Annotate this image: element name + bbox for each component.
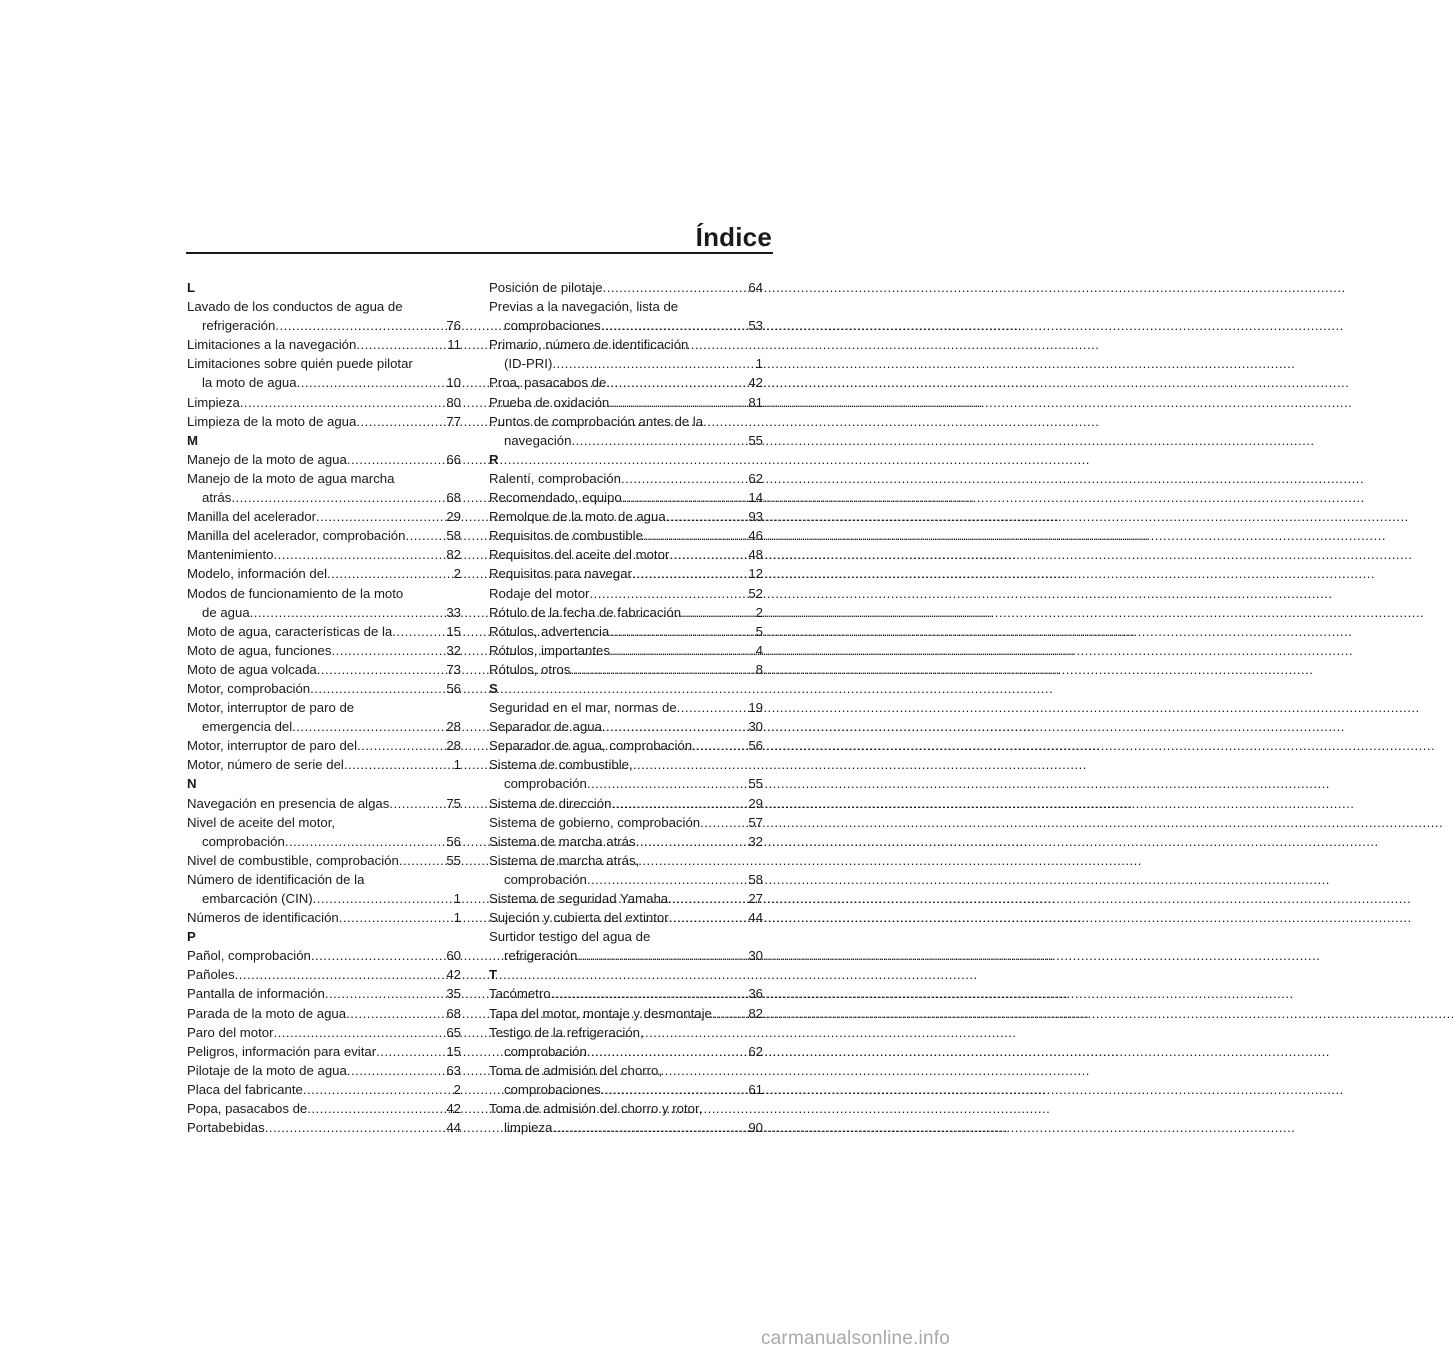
index-entry-page: 82 — [748, 1005, 763, 1021]
index-entry-text: Sistema de marcha atrás — [489, 833, 636, 849]
index-entry-page: 28 — [446, 738, 461, 754]
index-entry — [187, 564, 461, 583]
index-entry — [187, 755, 461, 774]
index-entry-page: 68 — [446, 490, 461, 506]
index-entry-page: 27 — [748, 891, 763, 906]
index-entry-text: Número de identificación de la — [187, 871, 365, 887]
index-entry — [187, 679, 461, 698]
index-entry — [489, 1061, 763, 1099]
index-entry — [187, 1099, 461, 1118]
index-entry-text: Moto de agua, funciones — [187, 642, 332, 658]
dot-leader — [643, 526, 747, 545]
index-entry-page: 64 — [748, 280, 763, 295]
index-entry-text: Requisitos del aceite del motor — [489, 547, 670, 563]
index-entry — [489, 1004, 763, 1023]
dot-leader — [609, 622, 754, 641]
index-section-letter: P — [187, 929, 196, 945]
index-entry — [187, 297, 461, 335]
index-entry-page: 35 — [446, 986, 461, 1002]
index-section-letter: T — [489, 967, 498, 983]
index-entry-text: Manejo de la moto de agua — [187, 451, 347, 467]
dot-leader — [587, 1042, 747, 1061]
index-entry-text: Puntos de comprobación antes de la — [489, 413, 704, 429]
index-entry-text: Popa, pasacabos de — [187, 1101, 308, 1117]
index-entry-text: Navegación en presencia de algas — [187, 795, 390, 811]
dot-leader — [621, 469, 747, 488]
index-entry-text: Sistema de combustible, — [489, 757, 633, 773]
index-entry — [489, 278, 763, 297]
index-entry-text: Peligros, información para evitar — [187, 1043, 377, 1059]
index-entry-page: 60 — [446, 948, 461, 964]
index-entry-page: 29 — [748, 795, 763, 811]
index-entry — [187, 813, 461, 851]
dot-leader — [285, 832, 445, 851]
dot-leader — [310, 679, 445, 698]
dot-leader — [571, 431, 747, 450]
index-entry — [187, 1023, 461, 1042]
index-entry-page: 56 — [446, 680, 461, 696]
index-entry-text: Modelo, información del — [187, 566, 328, 582]
index-entry-text: atrás — [202, 490, 232, 506]
index-entry-text: Nivel de combustible, comprobación — [187, 852, 399, 868]
index-entry-text: comprobación — [202, 833, 285, 849]
index-entry-page: 1 — [453, 757, 461, 773]
index-entry-page: 55 — [748, 776, 763, 792]
index-entry — [489, 584, 763, 603]
index-entry-text: Pantalla de información — [187, 986, 325, 1002]
dot-leader — [666, 507, 748, 526]
index-entry-page: 57 — [748, 814, 763, 830]
index-entry-text: Limpieza de la moto de agua — [187, 413, 357, 429]
index-entry-text: refrigeración — [504, 948, 578, 964]
index-entry — [187, 622, 461, 641]
index-entry — [187, 965, 461, 984]
index-section-letter: S — [489, 680, 498, 696]
dot-leader — [603, 278, 748, 297]
index-entry-text: Lavado de los conductos de agua de — [187, 299, 403, 315]
dot-leader — [311, 946, 445, 965]
index-entry-text: Modos de funcionamiento de la moto — [187, 585, 404, 601]
index-entry-text: Sistema de gobierno, comprobación — [489, 814, 701, 830]
dot-leader — [587, 870, 747, 889]
index-entry — [187, 641, 461, 660]
index-entry — [187, 870, 461, 908]
index-entry — [187, 1061, 461, 1080]
index-entry — [489, 641, 763, 660]
index-entry — [187, 393, 461, 412]
index-entry-page: 42 — [446, 1101, 461, 1117]
dot-leader — [632, 564, 747, 583]
dot-leader — [622, 488, 748, 507]
index-entry-text: refrigeración — [202, 318, 276, 334]
index-entry — [187, 1004, 461, 1023]
index-entry-text: Limpieza — [187, 394, 240, 410]
dot-leader — [331, 641, 445, 660]
dot-leader — [317, 660, 446, 679]
index-column-right — [489, 278, 763, 1137]
index-entry-page: 4 — [755, 642, 763, 658]
index-entry-text: Placa del fabricante — [187, 1081, 303, 1097]
index-entry — [489, 832, 763, 851]
index-entry — [187, 584, 461, 622]
index-entry-page: 46 — [748, 528, 763, 544]
index-entry-page: 10 — [446, 375, 461, 391]
index-entry-text: Manilla del acelerador — [187, 509, 317, 525]
index-entry-text: Mantenimiento — [187, 547, 274, 563]
dot-leader — [316, 507, 445, 526]
index-entry-text: Rótulos, otros — [489, 661, 571, 677]
index-entry-text: Previas a la navegación, lista de — [489, 299, 679, 315]
index-entry-page: 32 — [748, 833, 763, 849]
index-entry-page: 14 — [748, 490, 763, 506]
index-entry-page: 30 — [748, 948, 763, 964]
index-entry-text: Seguridad en el mar, normas de — [489, 700, 677, 716]
index-entry — [489, 717, 763, 736]
index-entry-page: 29 — [446, 509, 461, 525]
index-entry-page: 2 — [755, 604, 763, 620]
index-entry-text: Rótulo de la fecha de fabricación — [489, 604, 682, 620]
index-entry-page: 44 — [446, 1120, 461, 1136]
index-entry-text: Motor, número de serie del — [187, 757, 344, 773]
index-entry-text: Manejo de la moto de agua marcha — [187, 470, 395, 486]
index-entry-text: Prueba de oxidación — [489, 394, 610, 410]
index-entry-text: Manilla del acelerador, comprobación — [187, 528, 406, 544]
index-entry — [187, 545, 461, 564]
dot-leader — [235, 965, 446, 984]
index-entry-text: comprobación — [504, 871, 587, 887]
index-entry-page: 28 — [446, 719, 461, 735]
index-entry-text: comprobaciones — [504, 318, 601, 334]
index-entry-page: 55 — [748, 432, 763, 448]
dot-leader — [376, 1042, 445, 1061]
index-entry — [187, 984, 461, 1003]
index-entry-page: 81 — [748, 394, 763, 410]
dot-leader — [344, 755, 453, 774]
index-entry-text: Toma de admisión del chorro y rotor, — [489, 1101, 703, 1117]
index-section-letter: M — [187, 432, 198, 448]
index-entry — [489, 755, 763, 793]
index-entry-page: 93 — [748, 509, 763, 525]
index-entry — [187, 908, 461, 927]
dot-leader — [601, 1080, 748, 1099]
index-entry-page: 12 — [748, 566, 763, 582]
index-entry — [489, 526, 763, 545]
index-entry-text: Sistema de dirección — [489, 795, 612, 811]
index-entry-page: 42 — [748, 375, 763, 391]
index-entry — [489, 545, 763, 564]
index-entry — [489, 564, 763, 583]
index-entry-text: Posición de pilotaje — [489, 280, 603, 295]
dot-leader — [669, 908, 748, 927]
index-entry-page: 73 — [446, 661, 461, 677]
index-entry-page: 77 — [446, 413, 461, 429]
dot-leader — [313, 889, 453, 908]
index-entry — [187, 450, 461, 469]
index-entry-text: Nivel de aceite del motor, — [187, 814, 336, 830]
index-entry-page: 90 — [748, 1120, 763, 1136]
dot-leader — [240, 393, 446, 412]
index-entry — [489, 373, 763, 392]
index-entry-page: 58 — [748, 871, 763, 887]
index-entry — [187, 335, 461, 354]
index-entry — [187, 946, 461, 965]
index-column-left — [187, 278, 461, 1137]
index-entry-text: la moto de agua — [202, 375, 297, 391]
index-entry-page: 30 — [748, 719, 763, 735]
index-entry-page: 68 — [446, 1005, 461, 1021]
index-entry — [489, 908, 763, 927]
dot-leader — [636, 832, 748, 851]
index-entry-page: 80 — [446, 394, 461, 410]
dot-leader — [552, 1118, 747, 1137]
index-entry-page: 1 — [453, 891, 461, 906]
index-entry-page: 15 — [446, 1043, 461, 1059]
index-entry — [489, 622, 763, 641]
index-entry-text: limpieza — [504, 1120, 553, 1136]
index-entry-page: 36 — [748, 986, 763, 1002]
index-entry-page: 56 — [446, 833, 461, 849]
dot-leader — [389, 794, 445, 813]
index-entry — [489, 335, 763, 373]
index-entry — [489, 603, 763, 622]
dot-leader — [552, 354, 754, 373]
dot-leader — [265, 1118, 446, 1137]
index-entry-page: 2 — [453, 1081, 461, 1097]
index-entry — [489, 851, 763, 889]
index-entry-text: embarcación (CIN) — [202, 891, 313, 906]
footer-watermark-url: carmanualsonline.info — [760, 1328, 950, 1349]
dot-leader — [570, 660, 754, 679]
index-entry-text: de agua — [202, 604, 250, 620]
index-entry-text: Testigo de la refrigeración, — [489, 1024, 644, 1040]
index-entry-page: 62 — [748, 1043, 763, 1059]
dot-leader — [577, 946, 747, 965]
index-entry — [187, 660, 461, 679]
dot-leader — [551, 984, 748, 1003]
dot-leader — [681, 603, 755, 622]
index-entry-text: (ID-PRI) — [504, 356, 553, 372]
index-entry-text: Motor, interruptor de paro del — [187, 738, 358, 754]
index-section-letter: N — [187, 776, 197, 792]
index-entry-page: 53 — [748, 318, 763, 334]
index-entry-text: Paro del motor — [187, 1024, 274, 1040]
index-entry-page: 15 — [446, 623, 461, 639]
index-entry — [187, 469, 461, 507]
index-entry — [489, 698, 763, 717]
index-entry-text: Requisitos de combustible — [489, 528, 643, 544]
index-entry-text: Rótulos, advertencia — [489, 623, 610, 639]
dot-leader — [692, 736, 747, 755]
index-entry — [489, 412, 763, 450]
index-entry — [187, 794, 461, 813]
dot-leader — [339, 908, 453, 927]
index-section-letter: R — [489, 451, 499, 467]
index-entry-text: Rodaje del motor — [489, 585, 590, 601]
dot-leader — [356, 412, 445, 431]
index-entry — [489, 736, 763, 755]
dot-leader — [357, 736, 445, 755]
index-entry-page: 5 — [755, 623, 763, 639]
index-entry-text: Limitaciones a la navegación — [187, 337, 357, 353]
index-entry-page: 33 — [446, 604, 461, 620]
index-entry-text: Proa, pasacabos de — [489, 375, 607, 391]
index-entry-text: Sistema de marcha atrás, — [489, 852, 640, 868]
dot-leader — [700, 813, 747, 832]
index-entry-text: emergencia del — [202, 719, 293, 735]
index-entry — [489, 507, 763, 526]
index-entry — [489, 927, 763, 965]
index-entry-text: Motor, comprobación — [187, 680, 311, 696]
index-entry-page: 63 — [446, 1062, 461, 1078]
dot-leader — [274, 545, 446, 564]
index-entry-page: 65 — [446, 1024, 461, 1040]
index-entry-text: Rótulos, importantes — [489, 642, 610, 658]
index-entry-text: Ralentí, comprobación — [489, 470, 621, 486]
index-entry-page: 52 — [748, 585, 763, 601]
dot-leader — [231, 488, 445, 507]
dot-leader — [405, 526, 445, 545]
index-entry-text: Motor, interruptor de paro de — [187, 700, 355, 716]
dot-leader — [587, 774, 747, 793]
index-entry-page: 66 — [446, 451, 461, 467]
index-entry-page: 58 — [446, 528, 461, 544]
index-entry-text: Portabebidas — [187, 1120, 265, 1136]
index-entry — [489, 794, 763, 813]
index-entry — [489, 1099, 763, 1137]
index-entry-text: Separador de agua — [489, 719, 602, 735]
index-entry-text: comprobación — [504, 1043, 587, 1059]
index-entry-text: Remolque de la moto de agua — [489, 509, 666, 525]
index-entry-page: 19 — [748, 700, 763, 716]
index-entry-text: comprobaciones — [504, 1081, 601, 1097]
dot-leader — [307, 1099, 445, 1118]
index-entry-text: Pañoles — [187, 967, 235, 983]
index-entry-text: Requisitos para navegar — [489, 566, 632, 582]
dot-leader — [609, 393, 747, 412]
page-title: Índice — [695, 222, 772, 252]
index-entry — [187, 526, 461, 545]
index-entry-text: Sistema de seguridad Yamaha — [489, 891, 669, 906]
index-entry-text: Moto de agua volcada — [187, 661, 317, 677]
dot-leader — [292, 717, 445, 736]
index-entry-text: comprobación — [504, 776, 587, 792]
index-entry-page: 8 — [755, 661, 763, 677]
dot-leader — [602, 717, 747, 736]
index-entry-text: Tacómetro — [489, 986, 551, 1002]
index-entry-text: Separador de agua, comprobación — [489, 738, 693, 754]
dot-leader — [392, 622, 445, 641]
index-entry — [489, 813, 763, 832]
index-entry-text: Pilotaje de la moto de agua — [187, 1062, 347, 1078]
index-entry-text: Recomendado, equipo — [489, 490, 622, 506]
index-entry-text: navegación — [504, 432, 572, 448]
dot-leader — [356, 335, 446, 354]
index-entry — [489, 889, 763, 908]
title-rule — [186, 252, 773, 254]
dot-leader — [303, 1080, 453, 1099]
index-entry — [187, 736, 461, 755]
index-entry-page: 62 — [748, 470, 763, 486]
index-entry-page: 61 — [748, 1081, 763, 1097]
index-entry-page: 56 — [748, 738, 763, 754]
dot-leader — [611, 794, 747, 813]
index-entry-text: Sujeción y cubierta del extintor — [489, 910, 669, 926]
dot-leader — [610, 641, 755, 660]
index-entry-page: 44 — [748, 910, 763, 926]
index-entry-page: 82 — [446, 547, 461, 563]
index-entry — [187, 851, 461, 870]
index-entry — [187, 698, 461, 736]
index-entry — [489, 488, 763, 507]
index-entry-page: 1 — [755, 356, 763, 372]
index-entry-text: Números de identificación — [187, 910, 339, 926]
dot-leader — [274, 1023, 446, 1042]
dot-leader — [275, 316, 445, 335]
dot-leader — [712, 1004, 747, 1023]
dot-leader — [589, 584, 747, 603]
dot-leader — [327, 564, 453, 583]
index-entry — [489, 660, 763, 679]
dot-leader — [347, 1061, 446, 1080]
dot-leader — [250, 603, 446, 622]
dot-leader — [325, 984, 446, 1003]
index-entry — [489, 393, 763, 412]
index-entry-text: Toma de admisión del chorro, — [489, 1062, 662, 1078]
dot-leader — [297, 373, 446, 392]
index-entry-text: Parada de la moto de agua — [187, 1005, 347, 1021]
index-entry-text: Moto de agua, características de la — [187, 623, 393, 639]
index-entry — [187, 1118, 461, 1137]
index-entry — [187, 412, 461, 431]
dot-leader — [677, 698, 748, 717]
index-entry-page: 11 — [447, 337, 461, 353]
dot-leader — [346, 1004, 445, 1023]
index-entry — [489, 1023, 763, 1061]
dot-leader — [399, 851, 445, 870]
dot-leader — [606, 373, 747, 392]
index-entry — [187, 507, 461, 526]
index-entry — [187, 1080, 461, 1099]
index-entry — [489, 297, 763, 335]
index-entry-text: Pañol, comprobación — [187, 948, 311, 964]
index-entry-text: Primario, número de identificación — [489, 337, 689, 353]
index-entry — [489, 984, 763, 1003]
index-entry-text: Surtidor testigo del agua de — [489, 929, 651, 945]
index-entry — [489, 469, 763, 488]
dot-leader — [669, 545, 747, 564]
index-entry — [187, 1042, 461, 1061]
dot-leader — [601, 316, 748, 335]
index-entry-page: 42 — [446, 967, 461, 983]
dot-leader — [347, 450, 446, 469]
index-entry-page: 75 — [446, 795, 461, 811]
index-entry-page: 2 — [453, 566, 461, 582]
index-entry — [187, 354, 461, 392]
index-entry-page: 76 — [446, 318, 461, 334]
index-entry-page: 48 — [748, 547, 763, 563]
index-entry-page: 32 — [446, 642, 461, 658]
index-entry-page: 1 — [453, 910, 461, 926]
index-entry-page: 55 — [446, 852, 461, 868]
index-section-letter: L — [187, 280, 196, 295]
dot-leader — [668, 889, 747, 908]
index-entry-text: Limitaciones sobre quién puede pilotar — [187, 356, 413, 372]
index-entry-text: Tapa del motor, montaje y desmontaje — [489, 1005, 712, 1021]
